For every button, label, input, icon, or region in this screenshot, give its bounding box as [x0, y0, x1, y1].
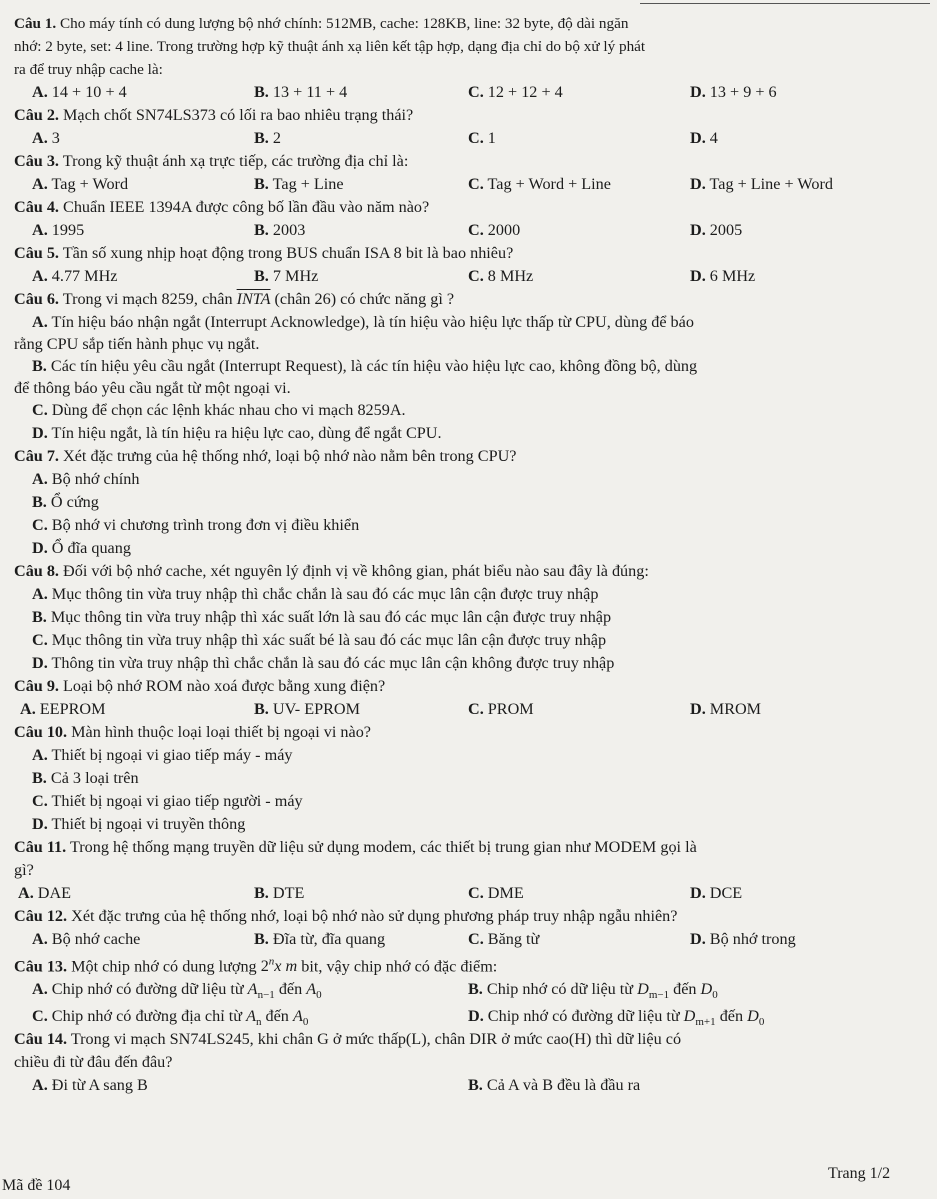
question-text: Trong vi mạch 8259, chân [62, 290, 233, 308]
option-c[interactable]: C. Bộ nhớ vi chương trình trong đơn vị điều khiển [32, 516, 360, 534]
question-text: Màn hình thuộc loại loại thiết bị ngoại vi nào? [71, 723, 371, 741]
options-row [14, 1005, 926, 1028]
options-row [14, 173, 926, 196]
question-text: Đối với bộ nhớ cache, xét nguyên lý định vị về không gian, phát biểu nào sau đây là đúng: [63, 562, 649, 580]
page-number: Trang 1/2 [828, 1165, 891, 1182]
option-a[interactable]: A. 14 + 10 + 4 [32, 83, 127, 101]
option-b[interactable]: B. UV- EPROM [254, 700, 361, 718]
option-d[interactable]: D. 13 + 9 + 6 [690, 83, 777, 101]
option-a[interactable]: A. Chip nhớ có đường dữ liệu từ $A_{n-1}$ đến $A_0$ [32, 980, 322, 1002]
question-7 [14, 445, 926, 560]
option-a[interactable]: A. Tín hiệu báo nhận ngắt (Interrupt Acknowledge), là tín hiệu vào hiệu lực thấp từ CPU, dùng để báo rằng CPU sắp tiến hành phục vụ ngắt. [14, 313, 694, 353]
question-number: Câu 13. [14, 957, 68, 976]
exam-page [14, 12, 926, 1097]
question-text: Tần số xung nhịp hoạt động trong BUS chuẩn ISA 8 bit là bao nhiêu? [62, 244, 514, 262]
option-a[interactable]: A. Thiết bị ngoại vi giao tiếp máy - máy [32, 746, 293, 764]
question-text: Chuẩn IEEE 1394A được công bố lần đầu vào năm nào? [63, 198, 430, 216]
question-text-cont: gì? [14, 861, 34, 879]
question-2 [14, 104, 926, 150]
pin-label: INTA [236, 290, 271, 308]
option-d[interactable]: D. Chip nhớ có đường dữ liệu từ $D_{m+1}$ đến $D_0$ [468, 1007, 765, 1029]
question-number: Câu 9. [14, 677, 59, 695]
options-row [14, 698, 926, 721]
option-d[interactable]: D. Bộ nhớ trong [690, 930, 796, 948]
question-text: Cho máy tính có dung lượng bộ nhớ chính: 512MB, cache: 128KB, line: 32 byte, độ dài ngăn [60, 15, 629, 32]
options-row [14, 928, 926, 951]
option-d[interactable]: D. 6 MHz [690, 267, 756, 285]
option-b[interactable]: B. 13 + 11 + 4 [254, 83, 348, 101]
option-c[interactable]: C. Thiết bị ngoại vi giao tiếp người - máy [32, 792, 303, 810]
option-c[interactable]: C. 1 [468, 129, 496, 147]
question-text: Một chip nhớ có dung lượng [71, 957, 257, 976]
question-9 [14, 675, 926, 721]
question-number: Câu 2. [14, 106, 59, 124]
option-d[interactable]: D. Tag + Line + Word [690, 175, 833, 193]
question-number: Câu 11. [14, 838, 67, 856]
option-a[interactable]: A. Đi từ A sang B [32, 1076, 148, 1095]
question-number: Câu 7. [14, 447, 59, 465]
option-d[interactable]: D. 4 [690, 129, 718, 147]
question-number: Câu 14. [14, 1030, 68, 1049]
option-c[interactable]: C. Mục thông tin vừa truy nhập thì xác suất bé là sau đó các mục lân cận được truy nhập [32, 631, 607, 649]
question-text: Trong hệ thống mạng truyền dữ liệu sử dụng modem, các thiết bị trung gian như MODEM gọi là [69, 838, 697, 856]
option-c[interactable]: C. Tag + Word + Line [468, 175, 611, 193]
option-a[interactable]: A. Bộ nhớ cache [32, 930, 141, 948]
question-text: (chân 26) có chức năng gì ? [274, 290, 455, 308]
question-3 [14, 150, 926, 196]
option-a[interactable]: A. Bộ nhớ chính [32, 470, 140, 488]
question-text: Trong kỹ thuật ánh xạ trực tiếp, các trường địa chỉ là: [62, 152, 409, 170]
option-b[interactable]: B. Các tín hiệu yêu cầu ngắt (Interrupt Request), là các tín hiệu vào hiệu lực cao, không đồng bộ, dùng để thông báo yêu cầu ngắt từ một ngoại vi. [14, 357, 698, 397]
question-text-cont: ra để truy nhập cache là: [14, 61, 163, 78]
option-c[interactable]: C. Chip nhớ có đường địa chỉ từ $A_n$ đến $A_0$ [32, 1007, 309, 1029]
options-row [14, 882, 926, 905]
option-c[interactable]: C. PROM [468, 700, 534, 718]
option-a[interactable]: A. DAE [18, 884, 72, 902]
question-text: Xét đặc trưng của hệ thống nhớ, loại bộ nhớ nào nằm bên trong CPU? [63, 447, 517, 465]
question-4 [14, 196, 926, 242]
option-b[interactable]: B. DTE [254, 884, 305, 902]
option-c[interactable]: C. Băng từ [468, 930, 540, 948]
option-b[interactable]: B. Cả A và B đều là đầu ra [468, 1076, 641, 1095]
question-number: Câu 10. [14, 723, 68, 741]
capacity-formula: 2$^n$x m [260, 956, 298, 976]
option-b[interactable]: B. Mục thông tin vừa truy nhập thì xác suất lớn là sau đó các mục lân cận được truy nhập [32, 608, 612, 626]
options-row [14, 978, 926, 1001]
option-c[interactable]: C. 8 MHz [468, 267, 534, 285]
question-11 [14, 836, 926, 905]
option-d[interactable]: D. Thông tin vừa truy nhập thì chắc chắn là sau đó các mục lân cận không được truy nhập [32, 654, 615, 672]
options-row [14, 127, 926, 150]
option-a[interactable]: A. Mục thông tin vừa truy nhập thì chắc chắn là sau đó các mục lân cận được truy nhập [32, 585, 599, 603]
option-c[interactable]: C. 12 + 12 + 4 [468, 83, 563, 101]
option-a[interactable]: A. 1995 [32, 221, 85, 239]
option-b[interactable]: B. Đĩa từ, đĩa quang [254, 930, 386, 948]
option-b[interactable]: B. Cả 3 loại trên [32, 769, 139, 787]
question-text: Xét đặc trưng của hệ thống nhớ, loại bộ nhớ nào sử dụng phương pháp truy nhập ngẫu nhiên? [71, 907, 678, 925]
option-c[interactable]: C. Dùng để chọn các lệnh khác nhau cho vi mạch 8259A. [32, 401, 406, 419]
question-number: Câu 5. [14, 244, 59, 262]
question-13 [14, 951, 926, 1028]
question-8 [14, 560, 926, 675]
question-1 [14, 12, 926, 104]
option-a[interactable]: A. 3 [32, 129, 60, 147]
option-d[interactable]: D. Ổ đĩa quang [32, 539, 131, 557]
question-number: Câu 12. [14, 907, 68, 925]
options-row [14, 81, 926, 104]
option-b[interactable]: B. 2003 [254, 221, 306, 239]
question-text: bit, vậy chip nhớ có đặc điểm: [301, 957, 498, 976]
question-text-cont: chiều đi từ đâu đến đâu? [14, 1053, 173, 1072]
option-a[interactable]: A. Tag + Word [32, 175, 129, 193]
question-number: Câu 1. [14, 15, 57, 32]
options-row [14, 219, 926, 242]
option-d[interactable]: D. DCE [690, 884, 743, 902]
option-a[interactable]: A. 4.77 MHz [32, 267, 118, 285]
option-c[interactable]: C. 2000 [468, 221, 521, 239]
question-14 [14, 1028, 926, 1097]
exam-code: Mã đề 104 [2, 1177, 71, 1194]
options-row [14, 265, 926, 288]
option-b[interactable]: B. Ổ cứng [32, 493, 99, 511]
option-c[interactable]: C. DME [468, 884, 524, 902]
question-number: Câu 4. [14, 198, 59, 216]
question-text: Mạch chốt SN74LS373 có lối ra bao nhiêu trạng thái? [63, 106, 414, 124]
option-b[interactable]: B. Chip nhớ có dữ liệu từ $D_{m-1}$ đến $D_0$ [468, 980, 718, 1002]
question-10 [14, 721, 926, 836]
option-d[interactable]: D. MROM [690, 700, 762, 718]
question-12 [14, 905, 926, 951]
question-6 [14, 288, 926, 445]
question-number: Câu 8. [14, 562, 59, 580]
top-rule [640, 3, 930, 4]
question-text-cont: nhớ: 2 byte, set: 4 line. Trong trường hợp kỹ thuật ánh xạ liên kết tập hợp, dạng địa chỉ do bộ xử lý phát [14, 38, 646, 55]
option-d[interactable]: D. Thiết bị ngoại vi truyền thông [32, 815, 246, 833]
option-b[interactable]: B. 7 MHz [254, 267, 319, 285]
option-a[interactable]: A. EEPROM [20, 700, 106, 718]
question-number: Câu 3. [14, 152, 59, 170]
option-b[interactable]: B. Tag + Line [254, 175, 344, 193]
question-text: Trong vi mạch SN74LS245, khi chân G ở mức thấp(L), chân DIR ở mức cao(H) thì dữ liệu có [70, 1030, 682, 1049]
options-row [14, 1074, 926, 1097]
question-number: Câu 6. [14, 290, 59, 308]
question-text: Loại bộ nhớ ROM nào xoá được bằng xung điện? [63, 677, 386, 695]
option-d[interactable]: D. 2005 [690, 221, 743, 239]
question-5 [14, 242, 926, 288]
option-b[interactable]: B. 2 [254, 129, 281, 147]
option-d[interactable]: D. Tín hiệu ngắt, là tín hiệu ra hiệu lực cao, dùng để ngắt CPU. [32, 424, 442, 442]
